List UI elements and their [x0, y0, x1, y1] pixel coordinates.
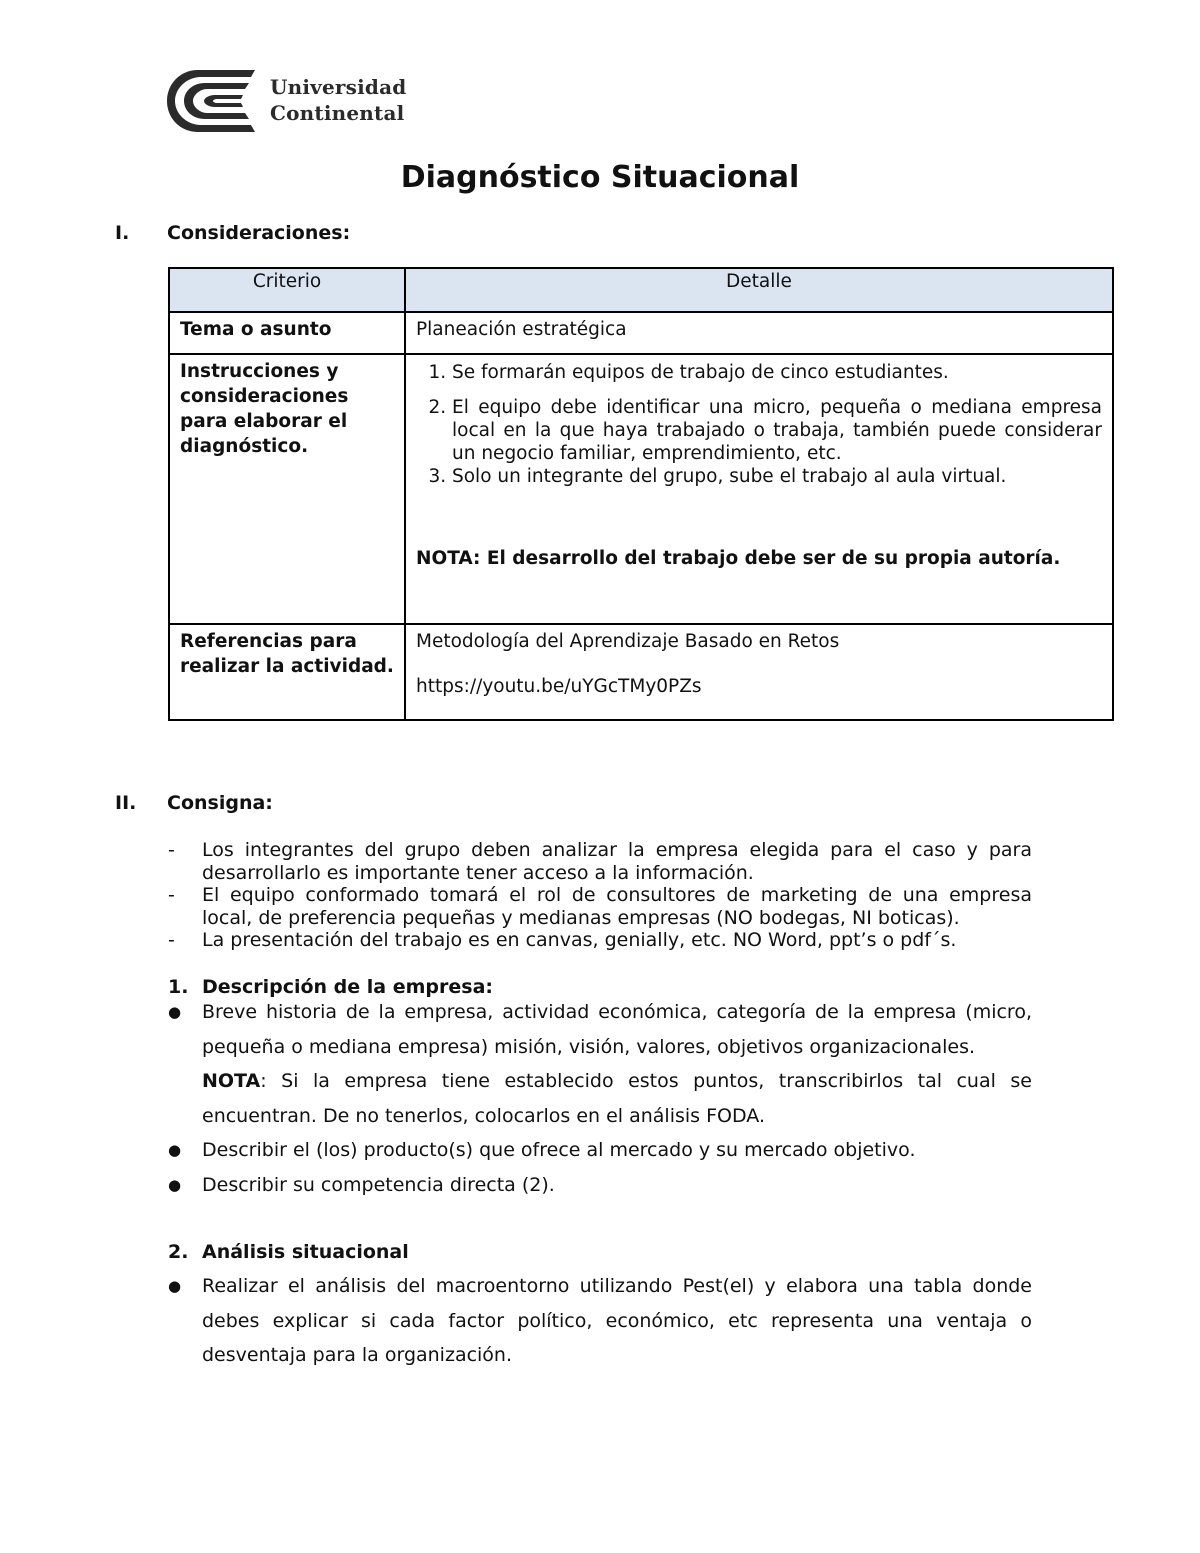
references-label: Referencias para realizar la actividad.	[169, 624, 405, 720]
table-header-criterio: Criterio	[169, 268, 405, 312]
university-name	[270, 74, 406, 126]
list-item: - El equipo conformado tomará el rol de consultores de marketing de una empresa local, de preferencia pequeñas y medianas empresas (NO bodegas, NI boticas).	[168, 884, 1032, 929]
list-item: - Los integrantes del grupo deben analizar la empresa elegida para el caso y para desarrollarlo es importante tener acceso a la información.	[168, 839, 1032, 884]
list-item: ● Describir el (los) producto(s) que ofrece al mercado y su mercado objetivo.	[168, 1139, 916, 1161]
instructions-list	[416, 361, 1102, 488]
section-2-heading	[115, 792, 273, 814]
logo-line-1: Universidad	[270, 75, 407, 99]
table-row	[169, 624, 1113, 720]
table-header-row	[169, 268, 1113, 312]
reference-title: Metodología del Aprendizaje Basado en Retos	[416, 631, 840, 652]
table-row	[169, 312, 1113, 354]
part-1-heading: 1. Descripción de la empresa:	[168, 976, 494, 998]
list-item: ● Describir su competencia directa (2).	[168, 1173, 555, 1196]
part-2-list	[168, 1269, 1032, 1373]
instructions-note: NOTA: El desarrollo del trabajo debe ser de su propia autoría.	[416, 548, 1061, 569]
section-1-number: I.	[115, 222, 130, 244]
part-1-list	[168, 995, 1032, 1202]
section-2-number: II.	[115, 792, 137, 814]
section-1-title: Consideraciones:	[167, 222, 351, 244]
document-title: Diagnóstico Situacional	[400, 160, 800, 195]
part-1-note: NOTA: Si la empresa tiene establecido estos puntos, transcribirlos tal cual se encuentran. De no tenerlos, colocarlos en el análisis FODA.	[202, 1070, 1032, 1127]
list-item: 1. Se formarán equipos de trabajo de cinco estudiantes.	[452, 361, 1102, 384]
section-2-title: Consigna:	[167, 792, 273, 814]
list-item: 2. El equipo debe identificar una micro, pequeña o mediana empresa local en la que haya trabajado o trabaja, también puede considerar un negocio familiar, emprendimiento, etc.	[452, 396, 1102, 465]
table-header-detalle: Detalle	[405, 268, 1113, 312]
references-cell	[405, 624, 1113, 720]
consigna-list	[168, 839, 1032, 952]
section-1-heading	[115, 222, 350, 244]
part-2-heading: 2. Análisis situacional	[168, 1241, 409, 1263]
tema-value: Planeación estratégica	[405, 312, 1113, 354]
list-item: - La presentación del trabajo es en canvas, genially, etc. NO Word, ppt’s o pdf´s.	[168, 929, 957, 951]
tema-label: Tema o asunto	[169, 312, 405, 354]
table-row	[169, 354, 1113, 624]
list-item: ● Realizar el análisis del macroentorno utilizando Pest(el) y elabora una tabla donde debes explicar si cada factor político, económico, etc representa una ventaja o desventaja para la organización.	[168, 1275, 1032, 1366]
instructions-cell	[405, 354, 1113, 624]
instructions-label: Instrucciones y consideraciones para elaborar el diagnóstico.	[169, 354, 405, 624]
criteria-table	[168, 267, 1114, 721]
list-item: 3. Solo un integrante del grupo, sube el trabajo al aula virtual.	[452, 465, 1102, 488]
reference-link[interactable]: https://youtu.be/uYGcTMy0PZs	[416, 676, 702, 697]
logo-line-2: Continental	[270, 101, 405, 125]
list-item: ● Breve historia de la empresa, actividad económica, categoría de la empresa (micro, pequeña o mediana empresa) misión, visión, valores, objetivos organizacionales.	[168, 1001, 1032, 1058]
